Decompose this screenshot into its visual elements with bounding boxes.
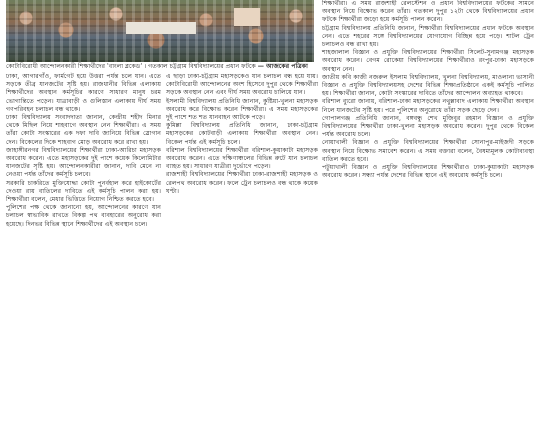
- paragraph: ঢাকা বিশ্ববিদ্যালয় সংবাদদাতা জানান, কেন্দ্রীয় শহীদ মিনার থেকে মিছিল নিয়ে শাহবাগে অবস্থান নেন শিক্ষার্থীরা। এ সময় তাঁরা কোটা সংস্কারের এক দফা দাবি জানিয়ে বিভিন্ন স্লোগান দেন। বিকেলের দিকে শাহবাগ মোড় অবরোধ করে রাখা হয়।: [6, 114, 161, 146]
- paragraph: জাতীয় কবি কাজী নজরুল ইসলাম বিশ্ববিদ্যালয়, খুলনা বিশ্ববিদ্যালয়, মাওলানা ভাসানী বিজ্ঞান ও প্রযুক্তি বিশ্ববিদ্যালয়সহ দেশের বিভিন্ন শিক্ষাপ্রতিষ্ঠানে একই কর্মসূচি পালিত হয়। শিক্ষার্থীরা জানান, কোটা সংস্কারের দাবিতে তাঁদের আন্দোলন অব্যাহত থাকবে।: [322, 73, 534, 98]
- paragraph: গোপালগঞ্জ প্রতিনিধি জানান, বঙ্গবন্ধু শেখ মুজিবুর রহমান বিজ্ঞান ও প্রযুক্তি বিশ্ববিদ্যালয়ের শিক্ষার্থীরা ঢাকা-খুলনা মহাসড়ক অবরোধ করেন। দুপুর থেকে বিকেল পর্যন্ত অবরোধ চলে।: [322, 114, 534, 139]
- news-photo: [6, 0, 314, 62]
- paragraph: শিক্ষার্থীরা। এ সময় রাজশাহী রেলস্টেশন ও প্রধান বিশ্ববিদ্যালয়ের ফটকের সামনে অবস্থান নিয়ে বিক্ষোভ করেন তাঁরা। গতকাল দুপুর ১২টা থেকে বিশ্ববিদ্যালয়ের প্রধান ফটকে শিক্ষার্থীরা জড়ো হয়ে কর্মসূচি পালন করেন।: [322, 0, 534, 24]
- paragraph: ইসলামী বিশ্ববিদ্যালয় প্রতিনিধি জানান, কুষ্টিয়া-খুলনা মহাসড়ক অবরোধ করে বিক্ষোভ করেন শিক্ষার্থীরা। এ সময় মহাসড়কের দুই পাশে শত শত যানবাহন আটকে পড়ে।: [166, 97, 318, 122]
- paragraph: বরিশাল বিশ্ববিদ্যালয়ের শিক্ষার্থীরা বরিশাল-কুয়াকাটা মহাসড়ক অবরোধ করেন। এতে দক্ষিণাঞ্চলের বিভিন্ন রুটে যান চলাচল ব্যাহত হয়। সাধারণ যাত্রীরা দুর্ভোগে পড়েন।: [166, 146, 318, 171]
- paragraph: ঢাকা, আগারগাঁও, ফার্মগেট হয়ে উত্তরা পর্যন্ত চলে যান। এতে সড়কে তীব্র যানজটের সৃষ্টি হয়। রাজধানীর বিভিন্ন এলাকায় শিক্ষার্থীদের অবস্থান কর্মসূচির কারণে সাধারণ মানুষ চরম ভোগান্তিতে পড়েন। যাত্রাবাড়ী ও গুলিস্তান এলাকায় দীর্ঘ সময় গণপরিবহন চলাচল বন্ধ থাকে।: [6, 73, 161, 113]
- paragraph: কুমিল্লা বিশ্ববিদ্যালয় প্রতিনিধি জানান, ঢাকা-চট্টগ্রাম মহাসড়কের কোটবাড়ী এলাকায় শিক্ষার্থীরা অবস্থান নেন। বিকেল পর্যন্ত এই কর্মসূচি চলে।: [166, 122, 318, 146]
- paragraph: পুলিশের পক্ষ থেকে জানানো হয়, আন্দোলনের কারণে যান চলাচল স্বাভাবিক রাখতে বিকল্প পথ ব্যবহারের অনুরোধ করা হয়েছে। দিনভর বিভিন্ন স্থানে শিক্ষার্থীদের এই অবস্থান চলে।: [6, 204, 161, 228]
- article-column-left: [6, 73, 161, 229]
- caption-text: কোটাবিরোধী আন্দোলনকারী শিক্ষার্থীদের 'বাংলা ব্লকেড' । গতকাল চট্টগ্রাম বিশ্ববিদ্যালয়ের প্রধান ফটকে: [6, 63, 256, 70]
- photo-caption: [6, 63, 314, 71]
- paragraph: এ ছাড়া ঢাকা-চট্টগ্রাম মহাসড়কেও যান চলাচল বন্ধ হয়ে যায়। কোটাবিরোধী আন্দোলনের অংশ হিসেবে দুপুর থেকে শিক্ষার্থীরা সড়কে অবস্থান নেন এবং দীর্ঘ সময় অবরোধ চালিয়ে যান।: [166, 73, 318, 97]
- protest-banner: [126, 22, 196, 34]
- paragraph: জাহাঙ্গীরনগর বিশ্ববিদ্যালয়ের শিক্ষার্থীরা ঢাকা-আরিচা মহাসড়ক অবরোধ করেন। এতে মহাসড়কের দুই পাশে কয়েক কিলোমিটার যানজটের সৃষ্টি হয়। আন্দোলনকারীরা জানান, দাবি মেনে না নেওয়া পর্যন্ত তাঁদের কর্মসূচি চলবে।: [6, 146, 161, 179]
- paragraph: পটুয়াখালী বিজ্ঞান ও প্রযুক্তি বিশ্ববিদ্যালয়ের শিক্ষার্থীরাও ঢাকা-কুয়াকাটা মহাসড়ক অবরোধ করেন। সন্ধ্যা পর্যন্ত দেশের বিভিন্ন স্থানে এই অবরোধ কর্মসূচি চলে।: [322, 164, 534, 180]
- paragraph: সরকারি চাকরিতে মুক্তিযোদ্ধা কোটা পুনর্বহাল করে হাইকোর্টের দেওয়া রায় বাতিলের দাবিতে এই কর্মসূচি পালন করা হয়। শিক্ষার্থীরা বলেন, মেধার ভিত্তিতে নিয়োগ নিশ্চিত করতে হবে।: [6, 179, 161, 204]
- caption-credit: — আজকের পত্রিকা: [257, 63, 308, 70]
- paragraph: চট্টগ্রাম বিশ্ববিদ্যালয় প্রতিনিধি জানান, শিক্ষার্থীরা বিশ্ববিদ্যালয়ের প্রধান ফটকে অবস্থান নেন। এতে শহরের সঙ্গে বিশ্ববিদ্যালয়ের যোগাযোগ বিচ্ছিন্ন হয়ে পড়ে। শাটল ট্রেন চলাচলও বন্ধ রাখা হয়।: [322, 24, 534, 49]
- article-column-middle: [166, 73, 318, 196]
- article-column-right: [322, 0, 534, 180]
- protest-sign: [234, 8, 260, 26]
- paragraph: বরিশাল ব্যুরো জানায়, বরিশাল-ঢাকা মহাসড়কের নথুল্লাবাদ এলাকায় শিক্ষার্থীরা অবস্থান নিলে যানজটের সৃষ্টি হয়। পরে পুলিশের অনুরোধে তাঁরা সড়ক ছেড়ে দেন।: [322, 98, 534, 114]
- paragraph: নোয়াখালী বিজ্ঞান ও প্রযুক্তি বিশ্ববিদ্যালয়ের শিক্ষার্থীরা সোনাপুর-মাইজদী সড়কে অবস্থান নিয়ে বিক্ষোভ সমাবেশ করেন। এ সময় বক্তারা বলেন, বৈষম্যমূলক কোটাব্যবস্থা বাতিল করতে হবে।: [322, 139, 534, 163]
- paragraph: রাজশাহী বিশ্ববিদ্যালয়ের শিক্ষার্থীরা ঢাকা-রাজশাহী মহাসড়ক ও রেলপথ অবরোধ করেন। ফলে ট্রেন চলাচলও বন্ধ থাকে কয়েক ঘণ্টা।: [166, 171, 318, 195]
- paragraph: শাহজালাল বিজ্ঞান ও প্রযুক্তি বিশ্ববিদ্যালয়ের শিক্ষার্থীরা সিলেট-সুনামগঞ্জ মহাসড়ক অবরোধ করেন। বেগম রোকেয়া বিশ্ববিদ্যালয়ের শিক্ষার্থীরাও রংপুর-ঢাকা মহাসড়কে অবস্থান নেন।: [322, 49, 534, 73]
